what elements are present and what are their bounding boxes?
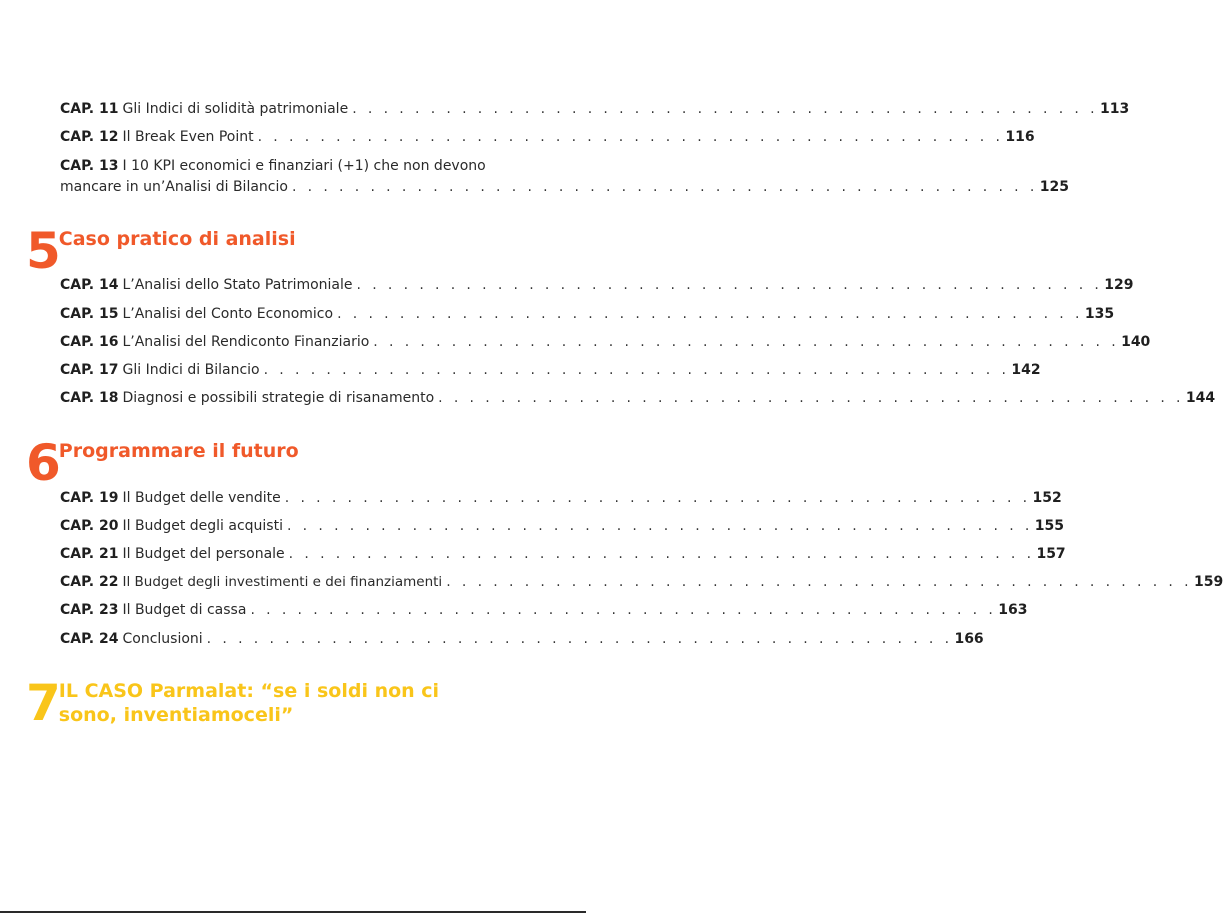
chapter-title: Il Budget del personale <box>122 546 285 562</box>
page-number: 140 <box>1121 334 1151 350</box>
section-title-line-2: sono, inventiamoceli” <box>58 704 294 726</box>
toc-entry-cap-15[interactable] <box>60 304 1115 325</box>
toc-entry-cap-23[interactable] <box>60 600 1028 621</box>
chapter-title: Gli Indici di solidità patrimoniale <box>122 101 349 117</box>
chapter-number: CAP. 14 <box>60 277 119 293</box>
page-number: 125 <box>1039 179 1069 195</box>
chapter-number: CAP. 17 <box>60 362 119 378</box>
toc-entry-cap-24[interactable] <box>60 629 984 650</box>
leader-dots: . . . . . . . . . . . . . . . . . . . . . . . . . . . . . . . . . . . . . . . . . . . . . . . . <box>438 390 1184 406</box>
page-number: 163 <box>998 602 1028 618</box>
page-number: 135 <box>1084 306 1115 322</box>
section-title: Programmare il futuro <box>58 440 299 462</box>
chapter-title: Gli Indici di Bilancio <box>122 362 260 378</box>
chapter-number: CAP. 19 <box>60 490 119 506</box>
section-heading-5 <box>26 222 296 280</box>
chapter-number: CAP. 24 <box>60 631 119 647</box>
chapter-title: L’Analisi dello Stato Patrimoniale <box>122 277 353 293</box>
leader-dots: . . . . . . . . . . . . . . . . . . . . . . . . . . . . . . . . . . . . . . . . . . . . . . . . <box>284 490 1031 506</box>
page-number: 157 <box>1036 546 1066 562</box>
chapter-number: CAP. 21 <box>60 546 119 562</box>
section-number: 5 <box>26 222 59 280</box>
page-number: 152 <box>1032 490 1062 506</box>
chapter-title: Conclusioni <box>122 631 203 647</box>
chapter-title: Il Budget di cassa <box>122 602 247 618</box>
chapter-number: CAP. 16 <box>60 334 119 350</box>
toc-entry-cap-18[interactable] <box>60 388 1216 409</box>
section-heading-7 <box>26 674 440 732</box>
leader-dots: . . . . . . . . . . . . . . . . . . . . . . . . . . . . . . . . . . . . . . . . . . . . . . . . <box>352 101 1098 117</box>
toc-entry-cap-21[interactable] <box>60 544 1066 565</box>
toc-entry-cap-22[interactable] <box>60 572 1223 593</box>
page-number: 144 <box>1185 390 1216 406</box>
chapter-title: L’Analisi del Rendiconto Finanziario <box>122 334 370 350</box>
chapter-number: CAP. 22 <box>60 574 119 590</box>
chapter-number: CAP. 11 <box>60 101 119 117</box>
toc-entry-cap-19[interactable] <box>60 488 1062 509</box>
section-number: 7 <box>26 674 59 732</box>
leader-dots: . . . . . . . . . . . . . . . . . . . . . . . . . . . . . . . . . . . . . . . . . . . . . . . . <box>291 179 1038 195</box>
chapter-title: L’Analisi del Conto Economico <box>122 306 334 322</box>
toc-entry-cap-12[interactable] <box>60 127 1035 148</box>
chapter-title: I 10 KPI economici e finanziari (+1) che non devono <box>122 158 486 174</box>
chapter-title-continued: mancare in un’Analisi di Bilancio <box>60 179 288 195</box>
leader-dots: . . . . . . . . . . . . . . . . . . . . . . . . . . . . . . . . . . . . . . . . . . . . . . . . <box>288 546 1035 562</box>
leader-dots: . . . . . . . . . . . . . . . . . . . . . . . . . . . . . . . . . . . . . . . . . . . . . . . . <box>373 334 1120 350</box>
leader-dots: . . . . . . . . . . . . . . . . . . . . . . . . . . . . . . . . . . . . . . . . . . . . . . . . <box>257 129 1004 145</box>
chapter-title: Diagnosi e possibili strategie di risanamento <box>122 390 435 406</box>
leader-dots: . . . . . . . . . . . . . . . . . . . . . . . . . . . . . . . . . . . . . . . . . . . . . . . . <box>337 306 1083 322</box>
toc-entry-cap-20[interactable] <box>60 516 1064 537</box>
chapter-number: CAP. 23 <box>60 602 119 618</box>
leader-dots: . . . . . . . . . . . . . . . . . . . . . . . . . . . . . . . . . . . . . . . . . . . . . . . . <box>206 631 953 647</box>
leader-dots: . . . . . . . . . . . . . . . . . . . . . . . . . . . . . . . . . . . . . . . . . . . . . . . . <box>446 574 1192 590</box>
page-number: 113 <box>1099 101 1130 117</box>
chapter-number: CAP. 13 <box>60 158 119 174</box>
section-title: Caso pratico di analisi <box>58 228 296 250</box>
page-number: 129 <box>1104 277 1134 293</box>
section-title-line-1: IL CASO Parmalat: “se i soldi non ci <box>58 680 440 702</box>
chapter-title: Il Break Even Point <box>122 129 254 145</box>
page-number: 116 <box>1005 129 1035 145</box>
chapter-number: CAP. 12 <box>60 129 119 145</box>
chapter-title: Il Budget degli acquisti <box>122 518 283 534</box>
leader-dots: . . . . . . . . . . . . . . . . . . . . . . . . . . . . . . . . . . . . . . . . . . . . . . . . <box>263 362 1010 378</box>
leader-dots: . . . . . . . . . . . . . . . . . . . . . . . . . . . . . . . . . . . . . . . . . . . . . . . . <box>250 602 997 618</box>
toc-entry-cap-14[interactable] <box>60 275 1134 296</box>
toc-entry-cap-13[interactable] <box>60 156 1069 198</box>
leader-dots: . . . . . . . . . . . . . . . . . . . . . . . . . . . . . . . . . . . . . . . . . . . . . . . . <box>356 277 1103 293</box>
section-heading-6 <box>26 434 299 492</box>
toc-entry-cap-11[interactable] <box>60 99 1130 120</box>
chapter-title: Il Budget delle vendite <box>122 490 281 506</box>
page-number: 142 <box>1011 362 1041 378</box>
chapter-number: CAP. 15 <box>60 306 119 322</box>
chapter-number: CAP. 18 <box>60 390 119 406</box>
section-number: 6 <box>26 434 59 492</box>
page-number: 166 <box>954 631 984 647</box>
page-number: 155 <box>1034 518 1064 534</box>
section-title <box>59 679 439 727</box>
chapter-number: CAP. 20 <box>60 518 119 534</box>
toc-entry-cap-17[interactable] <box>60 360 1041 381</box>
chapter-title: Il Budget degli investimenti e dei finanziamenti <box>122 574 443 590</box>
toc-entry-cap-16[interactable] <box>60 332 1151 353</box>
page-number: 159 <box>1193 574 1223 590</box>
leader-dots: . . . . . . . . . . . . . . . . . . . . . . . . . . . . . . . . . . . . . . . . . . . . . . . . <box>286 518 1033 534</box>
